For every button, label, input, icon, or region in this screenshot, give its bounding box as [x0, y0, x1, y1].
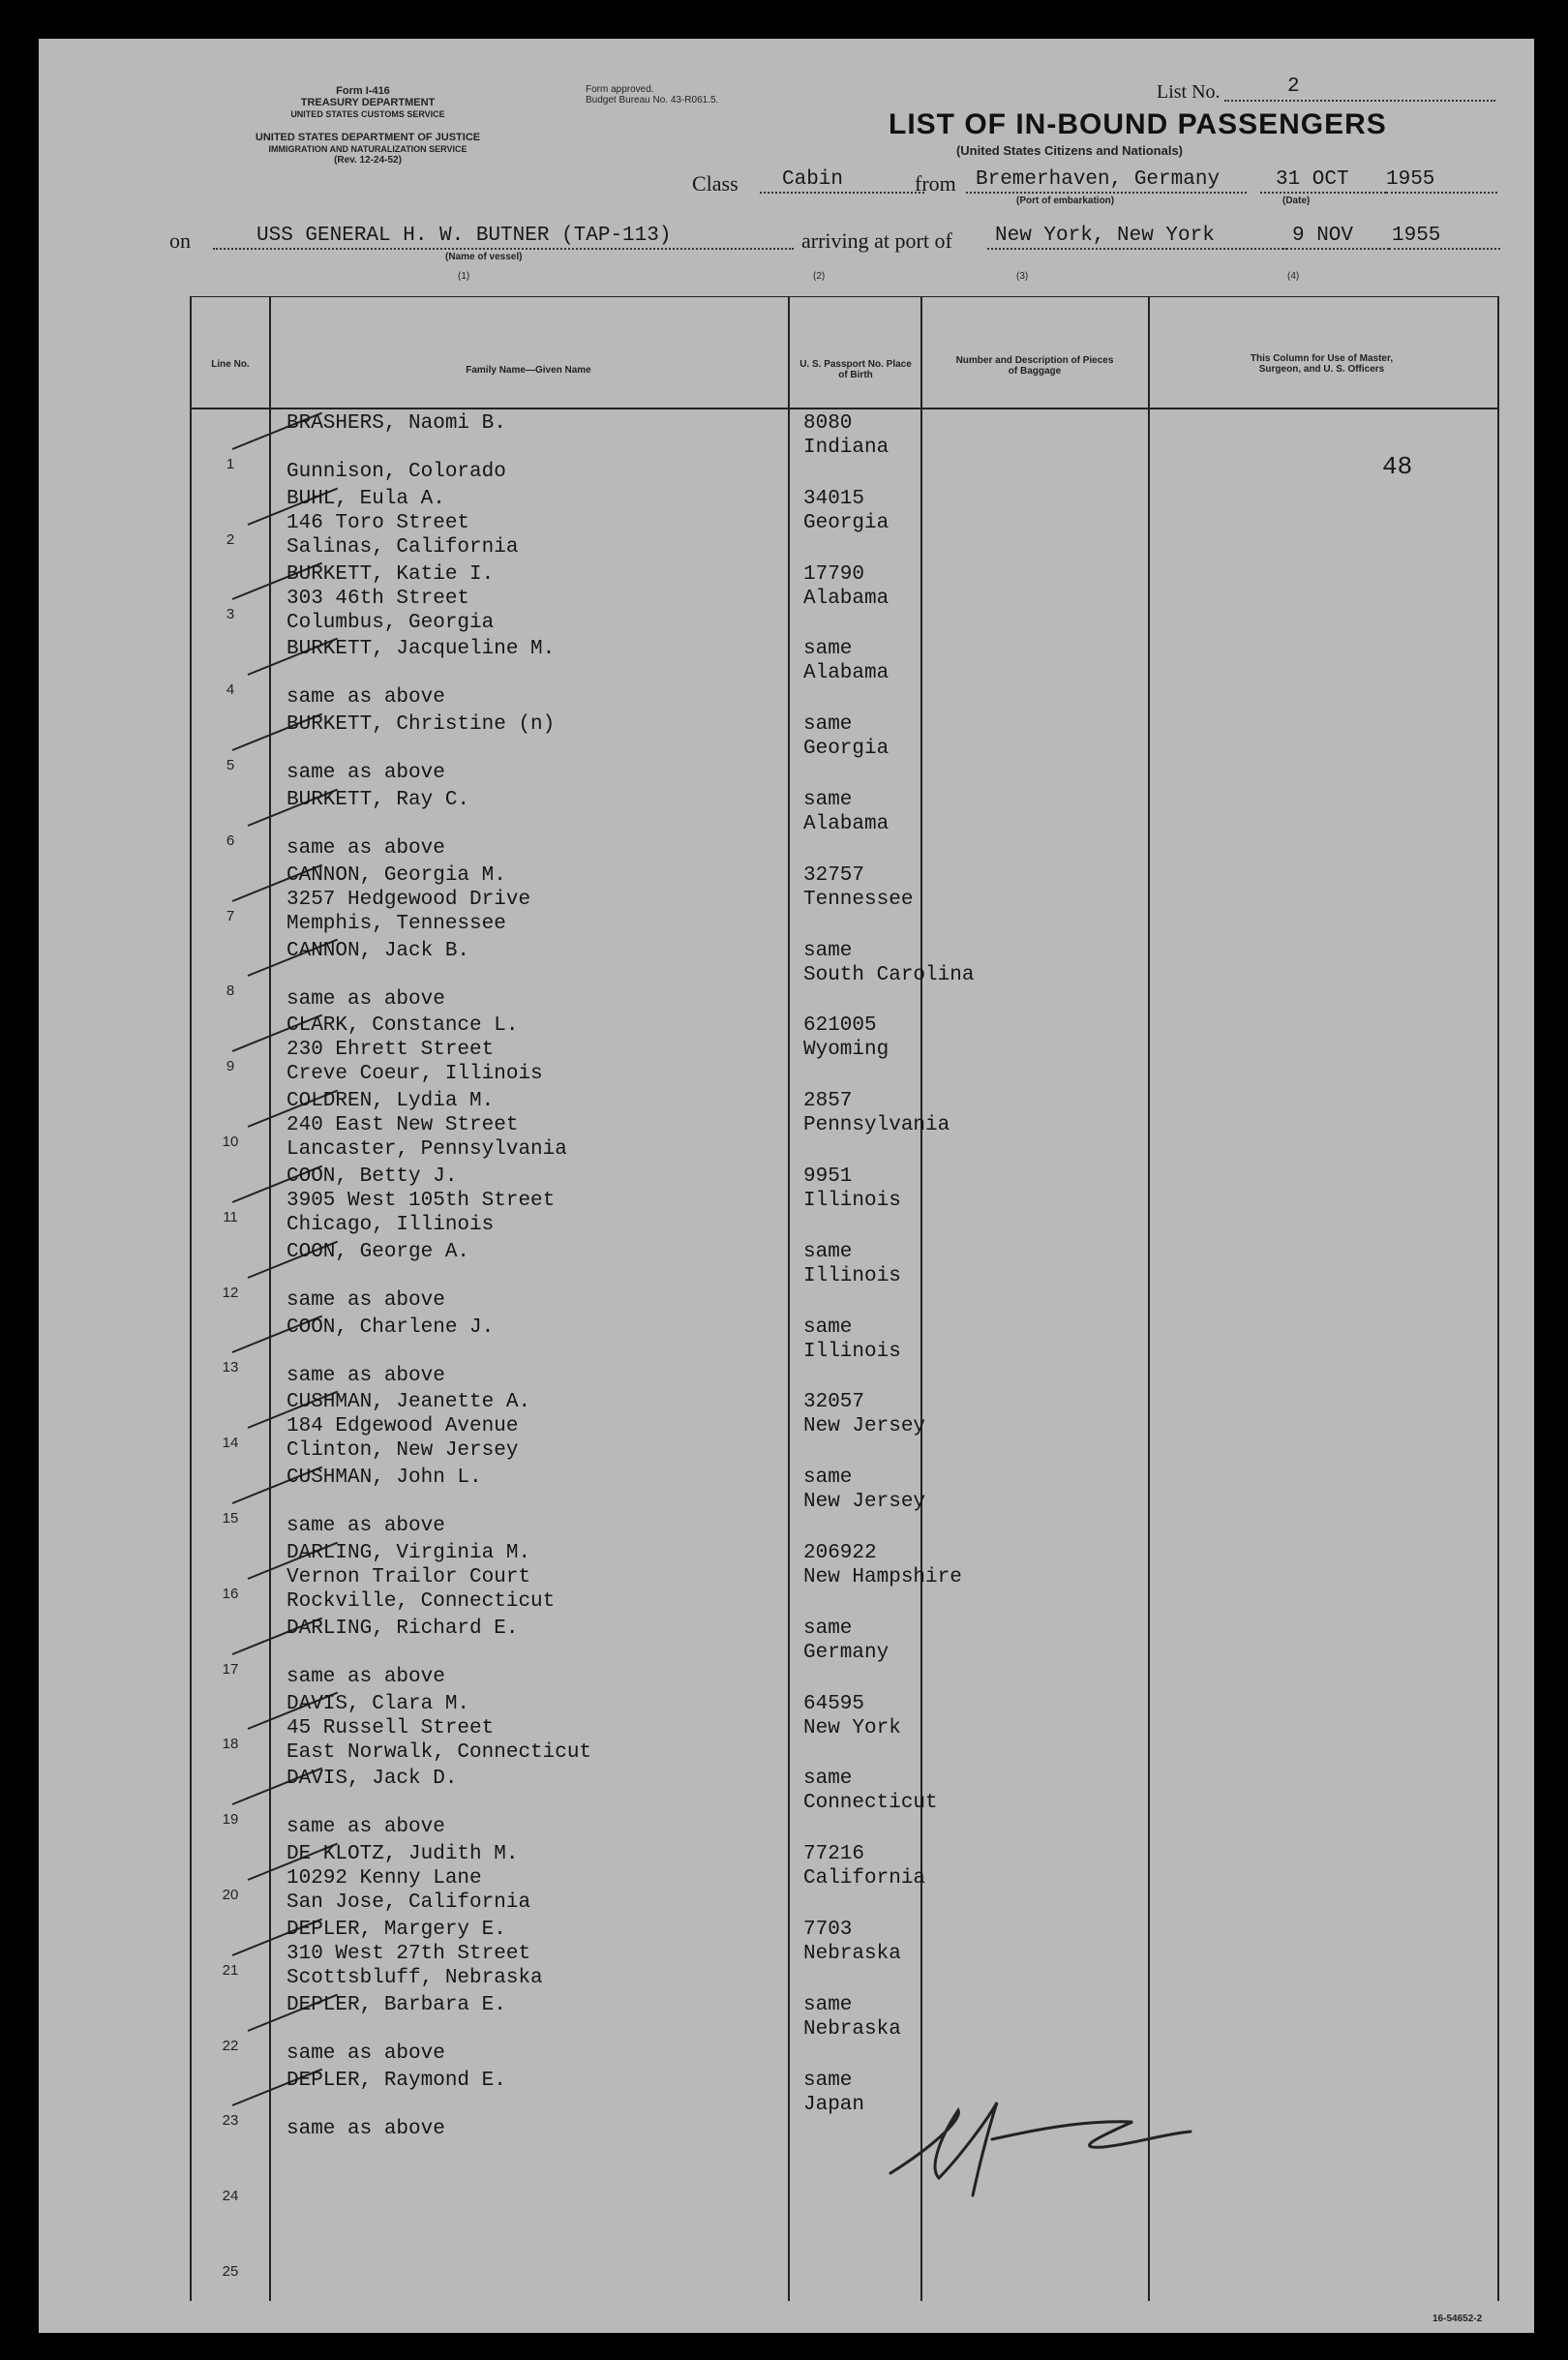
- row-line-number: 17: [222, 1660, 239, 1678]
- passenger-name: DE KLOTZ, Judith M.: [286, 1843, 519, 1866]
- from-label: from: [915, 171, 956, 196]
- passenger-city: same as above: [286, 1515, 445, 1538]
- passenger-name: DEPLER, Margery E.: [286, 1919, 506, 1941]
- signature: [871, 2081, 1220, 2197]
- passport-number: same: [803, 939, 853, 962]
- table-row: [192, 711, 1497, 786]
- passport-number: 621005: [803, 1014, 877, 1038]
- row-line-number: 24: [222, 2188, 239, 2205]
- row-line-number: 22: [222, 2037, 239, 2054]
- passenger-city: Salinas, California: [286, 535, 519, 559]
- row-line-number: 2: [226, 530, 235, 548]
- passenger-name: CLARK, Constance L.: [286, 1014, 519, 1038]
- col-index-1: (1): [458, 271, 470, 282]
- passenger-street: 10292 Kenny Lane: [286, 1867, 482, 1891]
- header-passport: U. S. Passport No. Place of Birth: [799, 359, 912, 380]
- table-row: [192, 1615, 1497, 1690]
- table-row: [192, 1765, 1497, 1840]
- passport-number: 206922: [803, 1542, 877, 1564]
- passenger-name: DEPLER, Barbara E.: [286, 1993, 506, 2016]
- list-no-label: List No.: [1157, 81, 1221, 103]
- passenger-name: CANNON, Jack B.: [286, 939, 470, 962]
- form-approved: Form approved.: [586, 84, 654, 95]
- place-of-birth: Alabama: [803, 662, 890, 685]
- row-line-number: 6: [226, 832, 235, 849]
- arriving-label: arriving at port of: [801, 228, 952, 253]
- officer-count-mark: 48: [1382, 452, 1413, 481]
- passport-number: 2857: [803, 1090, 853, 1113]
- table-row: [192, 937, 1497, 1013]
- passenger-city: Clinton, New Jersey: [286, 1439, 519, 1463]
- header-officers: This Column for Use of Master, Surgeon, and U. S. Officers: [1250, 353, 1394, 375]
- arrival-date: 9 NOV: [1292, 225, 1354, 247]
- table-row: [192, 786, 1497, 862]
- row-line-number: 10: [222, 1133, 239, 1150]
- passenger-city: same as above: [286, 1816, 445, 1839]
- row-line-number: 14: [222, 1435, 239, 1452]
- row-line-number: 3: [226, 606, 235, 623]
- passport-number: 17790: [803, 562, 865, 586]
- passenger-city: Memphis, Tennessee: [286, 912, 506, 935]
- form-revision: (Rev. 12-24-52): [334, 155, 402, 166]
- table-row: [192, 1087, 1497, 1163]
- passenger-name: DAVIS, Clara M.: [286, 1692, 470, 1715]
- passenger-name: COLDREN, Lydia M.: [286, 1090, 495, 1113]
- passenger-city: Columbus, Georgia: [286, 611, 495, 634]
- passport-number: same: [803, 1993, 853, 2016]
- table-row: [192, 1388, 1497, 1464]
- passport-number: same: [803, 1316, 853, 1339]
- passenger-street: 310 West 27th Street: [286, 1943, 531, 1965]
- table-row: [192, 1840, 1497, 1916]
- row-line-number: 18: [222, 1736, 239, 1753]
- table-row: [192, 560, 1497, 636]
- passenger-name: BURKETT, Christine (n): [286, 713, 556, 737]
- passenger-street: 303 46th Street: [286, 587, 470, 610]
- passport-number: same: [803, 638, 853, 661]
- col-index-3: (3): [1016, 271, 1029, 282]
- page-subtitle: (United States Citizens and Nationals): [955, 143, 1184, 158]
- passenger-city: same as above: [286, 1288, 445, 1312]
- place-of-birth: New York: [803, 1716, 901, 1740]
- passenger-name: COON, George A.: [286, 1240, 470, 1263]
- table-row: [192, 1163, 1497, 1238]
- header-name: Family Name—Given Name: [466, 365, 591, 376]
- place-of-birth: Wyoming: [803, 1039, 890, 1062]
- table-row: [192, 1991, 1497, 2067]
- form-number: Form I-416: [336, 85, 390, 97]
- passenger-city: Chicago, Illinois: [286, 1214, 495, 1236]
- passenger-city: Scottsbluff, Nebraska: [286, 1967, 543, 1989]
- vessel-caption: (Name of vessel): [445, 252, 523, 262]
- passport-number: same: [803, 789, 853, 811]
- dept-customs: UNITED STATES CUSTOMS SERVICE: [290, 109, 445, 119]
- passport-number: same: [803, 1768, 853, 1791]
- passenger-city: Gunnison, Colorado: [286, 461, 506, 483]
- passenger-city: same as above: [286, 1364, 445, 1387]
- passenger-street: 45 Russell Street: [286, 1716, 495, 1740]
- passenger-street: 184 Edgewood Avenue: [286, 1415, 519, 1438]
- place-of-birth: Alabama: [803, 813, 890, 835]
- passenger-name: COON, Betty J.: [286, 1165, 458, 1188]
- table-row: [192, 1012, 1497, 1087]
- passenger-name: COON, Charlene J.: [286, 1316, 495, 1339]
- table-row: [192, 1314, 1497, 1389]
- passenger-city: same as above: [286, 837, 445, 860]
- passenger-name: DARLING, Richard E.: [286, 1617, 519, 1640]
- table-row: [192, 2067, 1497, 2142]
- place-of-birth: Indiana: [803, 437, 890, 459]
- departure-date: 31 OCT: [1276, 168, 1349, 191]
- passenger-name: BURKETT, Katie I.: [286, 562, 495, 586]
- row-line-number: 21: [222, 1961, 239, 1979]
- passenger-name: DAVIS, Jack D.: [286, 1768, 458, 1791]
- page-title: LIST OF IN-BOUND PASSENGERS: [889, 108, 1387, 140]
- vessel-name: USS GENERAL H. W. BUTNER (TAP-113): [256, 225, 672, 247]
- passenger-city: same as above: [286, 1665, 445, 1688]
- passenger-name: BRASHERS, Naomi B.: [286, 412, 506, 435]
- passenger-street: Vernon Trailor Court: [286, 1566, 531, 1588]
- passport-number: 34015: [803, 487, 865, 510]
- place-of-birth: Illinois: [803, 1264, 901, 1287]
- row-line-number: 8: [226, 983, 235, 1000]
- table-row: [192, 1916, 1497, 1991]
- passenger-name: DARLING, Virginia M.: [286, 1542, 531, 1564]
- passport-number: 8080: [803, 412, 853, 435]
- from-caption: (Port of embarkation): [1016, 196, 1115, 206]
- place-of-birth: New Jersey: [803, 1415, 926, 1438]
- passenger-city: same as above: [286, 686, 445, 710]
- place-of-birth: New Hampshire: [803, 1566, 962, 1588]
- table-row: [192, 1539, 1497, 1615]
- passenger-city: Rockville, Connecticut: [286, 1590, 556, 1613]
- table-row: [192, 1690, 1497, 1766]
- row-line-number: 15: [222, 1509, 239, 1527]
- place-of-birth: Germany: [803, 1641, 890, 1664]
- passenger-name: DEPLER, Raymond E.: [286, 2069, 506, 2092]
- place-of-birth: Alabama: [803, 587, 890, 610]
- passport-number: 32757: [803, 863, 865, 887]
- passenger-name: CUSHMAN, John L.: [286, 1467, 482, 1490]
- row-line-number: 12: [222, 1284, 239, 1301]
- place-of-birth: Pennsylvania: [803, 1114, 950, 1137]
- arrival-port: New York, New York: [995, 225, 1215, 247]
- passport-number: same: [803, 713, 853, 737]
- table-row: [192, 409, 1497, 485]
- header-line-no: Line No.: [211, 359, 250, 370]
- from-value: Bremerhaven, Germany: [976, 168, 1221, 191]
- table-row: [192, 1238, 1497, 1314]
- row-line-number: 1: [226, 455, 235, 472]
- dept-treasury: TREASURY DEPARTMENT: [300, 97, 436, 108]
- passenger-name: BURKETT, Jacqueline M.: [286, 638, 556, 661]
- passenger-street: 3257 Hedgewood Drive: [286, 888, 531, 911]
- table-row: [192, 2141, 1497, 2217]
- passenger-city: East Norwalk, Connecticut: [286, 1740, 592, 1764]
- place-of-birth: California: [803, 1867, 926, 1891]
- passenger-street: 3905 West 105th Street: [286, 1190, 556, 1212]
- table-row: [192, 862, 1497, 937]
- passport-number: 9951: [803, 1165, 853, 1188]
- passenger-name: BURKETT, Ray C.: [286, 789, 470, 811]
- table-row: [192, 485, 1497, 560]
- passenger-table: [190, 296, 1499, 2301]
- table-row: [192, 635, 1497, 711]
- place-of-birth: New Jersey: [803, 1491, 926, 1514]
- place-of-birth: Nebraska: [803, 2017, 901, 2041]
- passenger-city: Lancaster, Pennsylvania: [286, 1138, 567, 1162]
- place-of-birth: Georgia: [803, 738, 890, 761]
- place-of-birth: Connecticut: [803, 1792, 938, 1815]
- passport-number: same: [803, 1617, 853, 1640]
- passenger-street: 240 East New Street: [286, 1114, 519, 1137]
- col-index-4: (4): [1287, 271, 1300, 282]
- passport-number: 64595: [803, 1692, 865, 1715]
- footer-code: 16-54652-2: [1432, 2314, 1483, 2324]
- departure-year: 1955: [1386, 168, 1435, 191]
- row-line-number: 4: [226, 681, 235, 699]
- place-of-birth: Nebraska: [803, 1943, 901, 1965]
- passenger-city: same as above: [286, 2042, 445, 2065]
- place-of-birth: South Carolina: [803, 963, 975, 986]
- passenger-city: same as above: [286, 762, 445, 785]
- list-no-value: 2: [1287, 76, 1300, 98]
- passenger-name: CUSHMAN, Jeanette A.: [286, 1391, 531, 1414]
- header-baggage: Number and Description of Pieces of Baggage: [955, 355, 1114, 377]
- place-of-birth: Tennessee: [803, 888, 914, 911]
- table-row: [192, 2217, 1497, 2292]
- place-of-birth: Japan: [803, 2093, 865, 2116]
- date-caption: (Date): [1282, 196, 1311, 206]
- row-line-number: 20: [222, 1886, 239, 1903]
- row-line-number: 13: [222, 1359, 239, 1377]
- passenger-name: CANNON, Georgia M.: [286, 863, 506, 887]
- passport-number: same: [803, 2069, 853, 2092]
- passenger-city: San Jose, California: [286, 1891, 531, 1915]
- dept-immigration: IMMIGRATION AND NATURALIZATION SERVICE: [268, 144, 467, 154]
- passenger-list-page: [39, 39, 1534, 2333]
- passport-number: same: [803, 1240, 853, 1263]
- col-index-2: (2): [813, 271, 826, 282]
- on-label: on: [169, 228, 191, 253]
- dept-justice: UNITED STATES DEPARTMENT OF JUSTICE: [255, 132, 481, 143]
- class-label: Class: [692, 171, 739, 196]
- class-value: Cabin: [782, 168, 844, 191]
- passenger-street: 146 Toro Street: [286, 511, 470, 534]
- place-of-birth: Illinois: [803, 1340, 901, 1363]
- arrival-year: 1955: [1392, 225, 1441, 247]
- row-line-number: 9: [226, 1058, 235, 1075]
- passenger-city: same as above: [286, 987, 445, 1011]
- passenger-name: BUHL, Eula A.: [286, 487, 445, 510]
- passport-number: 32057: [803, 1391, 865, 1414]
- budget-bureau: Budget Bureau No. 43-R061.5.: [586, 95, 719, 106]
- passport-number: 7703: [803, 1919, 853, 1941]
- passport-number: 77216: [803, 1843, 865, 1866]
- passenger-city: Creve Coeur, Illinois: [286, 1063, 543, 1086]
- table-row: [192, 1464, 1497, 1539]
- passenger-city: same as above: [286, 2117, 445, 2140]
- row-line-number: 7: [226, 907, 235, 924]
- row-line-number: 25: [222, 2262, 239, 2280]
- passport-number: same: [803, 1467, 853, 1490]
- place-of-birth: Georgia: [803, 511, 890, 534]
- row-line-number: 23: [222, 2112, 239, 2130]
- place-of-birth: Illinois: [803, 1190, 901, 1212]
- row-line-number: 19: [222, 1811, 239, 1829]
- row-line-number: 5: [226, 756, 235, 773]
- row-line-number: 11: [223, 1208, 238, 1225]
- row-line-number: 16: [222, 1585, 239, 1602]
- passenger-street: 230 Ehrett Street: [286, 1039, 495, 1062]
